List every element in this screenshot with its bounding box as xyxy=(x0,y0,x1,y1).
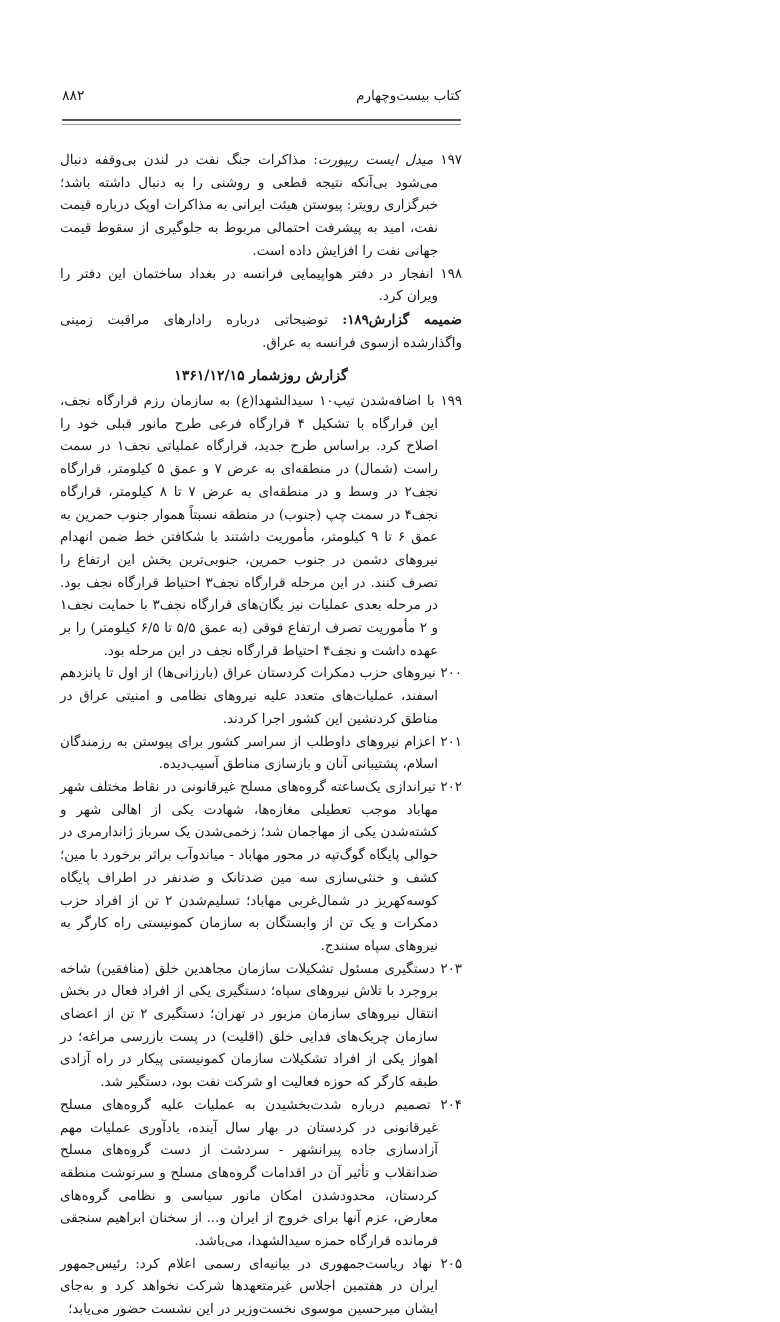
entry-202 xyxy=(60,777,462,959)
entry-198 xyxy=(60,264,462,309)
entry-199 xyxy=(60,391,462,663)
entry-205 xyxy=(60,1254,462,1322)
entry-204 xyxy=(60,1095,462,1254)
entry-text: نیروهای حزب دمکرات کردستان عراق (بارزانی‌ها) از اول تا پانزدهم اسفند، عملیات‌های متعدد علیه نیروهای نظامی و امنیتی عراق در مناطق کردنشین این کشور اجرا کردند. xyxy=(60,666,438,727)
entry-number: ۲۰۴ xyxy=(440,1097,462,1113)
entry-197 xyxy=(60,150,462,264)
book-title: کتاب بیست‌وچهارم xyxy=(356,88,461,104)
appendix-label: ضمیمه گزارش۱۸۹: xyxy=(342,311,463,328)
section-title: گزارش روزشمار ۱۳۶۱/۱۲/۱۵ xyxy=(174,368,348,385)
entry-text: تصمیم درباره شدت‌بخشیدن به عملیات علیه گروه‌های مسلح غیرقانونی در کردستان در بهار سال آینده، یادآوری عملیات مهم آزادسازی جاده پیرانشهر - سردشت از دست گروه‌های مسلح ضدانقلاب و تأثیر آن در اقدامات گروه‌های مسلح و سرنوشت منطقه کردستان، محدودشدن امکان مانور سیاسی و نظامی گروه‌های معارض، عزم آنها برای خروج از ایران و... از سخنان ابراهیم سنجقی فرمانده قرارگاه حمزه سیدالشهدا، می‌باشد. xyxy=(60,1097,438,1250)
entry-201 xyxy=(60,732,462,777)
page-number: ۸۸۲ xyxy=(62,88,85,104)
entry-text: انفجار در دفتر هواپیمایی فرانسه در بغداد ساختمان این دفتر را ویران کرد. xyxy=(60,266,438,305)
entry-number: ۲۰۰ xyxy=(440,666,462,682)
header-rule xyxy=(62,119,461,125)
entry-text: دستگیری مسئول تشکیلات سازمان مجاهدین خلق (منافقین) شاخه بروجرد با تلاش نیروهای سپاه؛ دستگیری یکی از افراد فعال در بخش انتقال نیروهای سازمان مزبور در تهران؛ دستگیری ۲ تن از اعضای سازمان چریک‌های فدایی خلق (اقلیت) در پست بازرسی مراغه؛ در اهواز یکی از افراد تشکیلات سازمان کمونیستی پیکار در راه آزادی طبقه کارگر که حوزه فعالیت او شرکت نفت بود، دستگیر شد. xyxy=(60,961,438,1091)
appendix-text: توضیحاتی درباره رادارهای مراقبت زمینی واگذارشده ازسوی فرانسه به عراق. xyxy=(60,312,462,351)
entry-number: ۲۰۲ xyxy=(440,779,462,795)
entry-text: با اضافه‌شدن تیپ۱۰ سیدالشهدا(ع) به سازمان رزم قرارگاه نجف، این قرارگاه با تشکیل ۴ قرارگاه فرعی طرح مانور قبلی خود را اصلاح کرد. براساس طرح جدید، قرارگاه عملیاتی نجف۱ در سمت راست (شمال) در منطقه‌ای به عرض ۷ و عمق ۵ کیلومتر، قرارگاه نجف۲ در وسط و در منطقه‌ای به عرض ۷ تا ۸ کیلومتر، قرارگاه نجف۴ در سمت چپ (جنوب) در منطقه نسبتاً هموار جنوب حمرین به عمق ۶ تا ۹ کیلومتر، مأموریت داشتند با شکافتن خط ضمن انهدام نیروهای دشمن در جنوب حمرین، جنوبی‌ترین بخش این ارتفاع را تصرف کنند. در این مرحله قرارگاه نجف۳ احتیاط قرارگاه نجف بود. در مرحله بعدی عملیات نیز یگان‌های قرارگاه نجف۳ با حمایت نجف۱ و ۲ مأموریت تصرف ارتفاع فوقی (به عمق ۵/۵ تا ۶/۵ کیلومتر) را بر عهده داشت و نجف۴ احتیاط قرارگاه نجف در این مرحله بود. xyxy=(60,394,439,659)
entry-text: نهاد ریاست‌جمهوری در بیانیه‌ای رسمی اعلام کرد: رئیس‌جمهور ایران در هفتمین اجلاس غیرمتعهدها شرکت نخواهد کرد و به‌جای ایشان میرحسین موسوی نخست‌وزیر در این نشست حضور می‌یابد؛ xyxy=(60,1256,438,1318)
entry-text: تیراندازی یک‌ساعته گروه‌های مسلح غیرقانونی در نقاط مختلف شهر مهاباد موجب تعطیلی مغازه‌ها، شهادت یکی از اهالی شهر و کشته‌شدن یکی از مهاجمان شد؛ زخمی‌شدن یک سرباز ژاندارمری در حوالی پایگاه گوگ‌تپه در محور مهاباد - میاندوآب براثر برخورد با مین؛ کشف و خنثی‌سازی سه مین ضدتانک و ضدنفر در اطراف پایگاه کوسه‌کهریز در شمال‌غربی مهاباد؛ تسلیم‌شدن ۲ تن از افراد حزب دمکرات و یک تن از وابستگان به سازمان کمونیستی راه کارگر به نیروهای سپاه سنندج. xyxy=(60,779,438,954)
entry-number: ۱۹۸ xyxy=(440,266,462,282)
entry-200 xyxy=(60,663,462,731)
entry-text: اعزام نیروهای داوطلب از سراسر کشور برای پیوستن به رزمندگان اسلام، پشتیبانی آنان و بازسازی مناطق آسیب‌دیده. xyxy=(60,734,438,773)
source-name: میدل ایست ریپورت xyxy=(317,153,434,168)
entry-number: ۲۰۳ xyxy=(440,961,462,977)
appendix-note xyxy=(60,309,462,355)
entry-203 xyxy=(60,959,462,1095)
entry-text: : مذاکرات جنگ نفت در لندن بی‌وقفه دنبال می‌شود بی‌آنکه نتیجه قطعی و روشنی را به دنبال داشته باشد؛ خبرگزاری رویتر: پیوستن هیئت ایرانی به مذاکرات اوپک درباره قیمت نفت، امید به پیشرفت احتمالی مربوط به جلوگیری از سقوط قیمت جهانی نفت را افزایش داده است. xyxy=(60,153,438,259)
entry-number: ۱۹۹ xyxy=(440,394,463,410)
page-header xyxy=(62,88,461,110)
page-body xyxy=(60,150,462,1322)
entry-number: ۱۹۷ xyxy=(440,153,462,168)
entry-number: ۲۰۵ xyxy=(440,1256,463,1272)
entry-number: ۲۰۱ xyxy=(440,734,462,750)
